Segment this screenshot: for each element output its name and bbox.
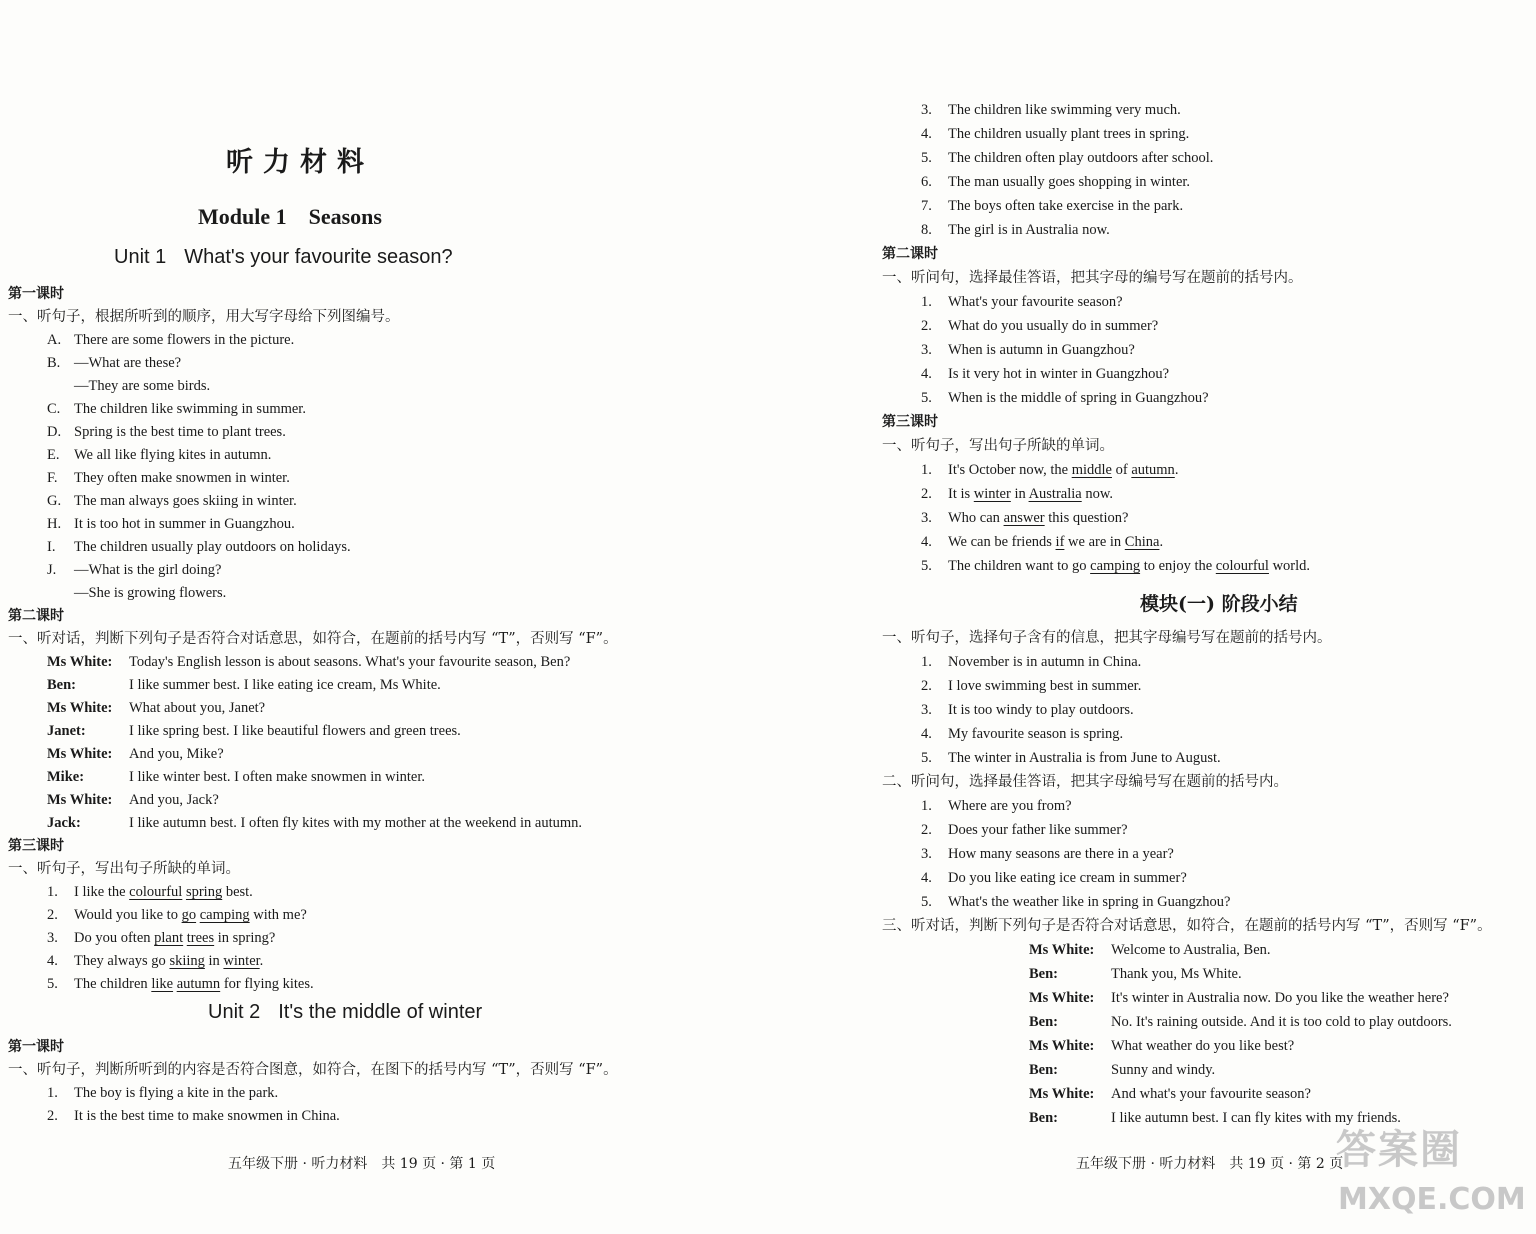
item-text-part: in (1010, 486, 1029, 502)
item-number: G. (47, 493, 62, 509)
item-text: Where are you from? (948, 798, 1072, 814)
item-number: F. (47, 470, 58, 486)
dialog-text: No. It's raining outside. And it is too cold to play outdoors. (1111, 1014, 1452, 1030)
dialog-line (882, 962, 1522, 986)
answer-word: skiing (169, 953, 205, 969)
list-item (8, 1082, 758, 1105)
item-text: What's the weather like in spring in Guangzhou? (948, 894, 1231, 910)
lesson-3-heading: 第三课时 (8, 838, 64, 854)
item-number: 2. (47, 1108, 58, 1124)
speaker-name: Ben: (1029, 1110, 1058, 1126)
document-title: 听力材料 (226, 147, 374, 178)
lesson-1-heading: 第一课时 (8, 286, 64, 302)
item-text: The children often play outdoors after school. (948, 150, 1214, 166)
list-item (882, 746, 1522, 770)
item-text: Spring is the best time to plant trees. (74, 424, 286, 440)
list-item (8, 536, 758, 559)
speaker-name: Ben: (1029, 1014, 1058, 1030)
item-text: How many seasons are there in a year? (948, 846, 1174, 862)
unit2-section (8, 1036, 758, 1128)
item-text-part: I like the (74, 884, 130, 900)
dialog-text: What about you, Janet? (129, 700, 266, 716)
answer-word: China (1124, 534, 1160, 550)
dialog-text: I like winter best. I often make snowmen in winter. (129, 769, 425, 785)
item-number: 6. (921, 174, 932, 190)
item-number: 1. (921, 462, 932, 478)
item-text: The children usually play outdoors on holidays. (74, 539, 351, 555)
list-item (882, 890, 1522, 914)
list-item (882, 818, 1522, 842)
watermark-url: MXQE.COM (1338, 1182, 1526, 1217)
item-text: Does your father like summer? (948, 822, 1128, 838)
list-item (8, 329, 758, 352)
speaker-name: Mike: (47, 769, 85, 785)
answer-word: plant (154, 930, 184, 946)
item-number: 4. (47, 953, 58, 969)
list-item (882, 146, 1522, 170)
dialog-text: And you, Jack? (129, 792, 219, 808)
list-item (882, 194, 1522, 218)
answer-word: winter (973, 486, 1011, 502)
answer-word: middle (1071, 462, 1112, 478)
right-lesson-2-heading: 第二课时 (882, 246, 938, 262)
item-text-part: Would you like to (74, 907, 182, 923)
item-text: November is in autumn in China. (948, 654, 1142, 670)
left-page-footer: 五年级下册 · 听力材料 共 19 页 · 第 1 页 (228, 1156, 496, 1172)
item-text: The girl is in Australia now. (948, 222, 1110, 238)
list-item (8, 421, 758, 444)
stage-summary-title: 模块(一) 阶段小结 (1140, 593, 1298, 615)
item-text: What's your favourite season? (948, 294, 1123, 310)
item-number: 3. (921, 342, 932, 358)
list-item (8, 582, 758, 605)
item-text-part: It's October now, the (948, 462, 1072, 478)
answer-word: answer (1003, 510, 1045, 526)
item-number: 1. (921, 654, 932, 670)
unit2-lesson-1-instruction: 一、听句子，判断所听到的内容是否符合图意，如符合，在图下的括号内写 “T”，否则写 “F”。 (8, 1062, 618, 1078)
item-number: 5. (921, 750, 932, 766)
item-text: I love swimming best in summer. (948, 678, 1142, 694)
item-number: 4. (921, 870, 932, 886)
dialog-line (8, 766, 758, 789)
module-title (198, 204, 382, 230)
dialog-line (8, 789, 758, 812)
answer-word: go (181, 907, 197, 923)
dialog-text: Sunny and windy. (1111, 1062, 1216, 1078)
speaker-name: Janet: (47, 723, 86, 739)
item-text: My favourite season is spring. (948, 726, 1124, 742)
right-lesson-2-items (882, 290, 1522, 410)
answer-word: autumn (176, 976, 221, 992)
item-number: 2. (921, 318, 932, 334)
unit2-lesson-1-heading: 第一课时 (8, 1039, 64, 1055)
item-number: 5. (921, 390, 932, 406)
item-text: The winter in Australia is from June to August. (948, 750, 1221, 766)
item-text: —She is growing flowers. (74, 585, 227, 601)
dialog-text: Welcome to Australia, Ben. (1111, 942, 1271, 958)
dialog-text: I like spring best. I like beautiful flowers and green trees. (129, 723, 461, 739)
list-item (8, 375, 758, 398)
list-item (882, 362, 1522, 386)
speaker-name: Ben: (1029, 966, 1058, 982)
item-number: 2. (921, 822, 932, 838)
item-number: 2. (47, 907, 58, 923)
unit2-lesson-1-items (8, 1082, 758, 1128)
list-item (882, 698, 1522, 722)
right-page (768, 0, 1536, 1234)
item-text-part: The children (74, 976, 152, 992)
dialog-line (8, 743, 758, 766)
lesson-3-instruction: 一、听句子，写出句子所缺的单词。 (8, 861, 240, 877)
item-text-part: Who can (948, 510, 1004, 526)
right-top-section (882, 98, 1522, 578)
item-text: The man usually goes shopping in winter. (948, 174, 1191, 190)
watermark (1336, 1118, 1526, 1226)
speaker-name: Jack: (47, 815, 81, 831)
answer-word: like (151, 976, 174, 992)
lesson-1-instruction: 一、听句子，根据所听到的顺序，用大写字母给下列图编号。 (8, 309, 400, 325)
speaker-name: Ms White: (47, 700, 113, 716)
item-text-part: in (204, 953, 224, 969)
item-text-part: It is (948, 486, 974, 502)
answer-word: Australia (1028, 486, 1082, 502)
item-number: 2. (921, 678, 932, 694)
dialog-text: Today's English lesson is about seasons. What's your favourite season, Ben? (129, 654, 571, 670)
item-number: 4. (921, 366, 932, 382)
item-text: Is it very hot in winter in Guangzhou? (948, 366, 1170, 382)
unit1-section (8, 283, 758, 996)
item-text: The boys often take exercise in the park. (948, 198, 1184, 214)
dialog-line (8, 674, 758, 697)
item-number: A. (47, 332, 62, 348)
answer-word: camping (1090, 558, 1141, 574)
item-text: Do you like eating ice cream in summer? (948, 870, 1187, 886)
item-number: 1. (47, 1085, 58, 1101)
item-text-part: for flying kites. (220, 976, 314, 992)
item-text-part: . (259, 953, 264, 969)
item-text: They often make snowmen in winter. (74, 470, 290, 486)
dialog-text: I like summer best. I like eating ice cream, Ms White. (129, 677, 441, 693)
item-text-part: of (1111, 462, 1132, 478)
item-text-part: . (1174, 462, 1179, 478)
fill-blank-item (882, 554, 1522, 578)
speaker-name: Ms White: (47, 654, 113, 670)
dialog-line (8, 651, 758, 674)
item-text-part: Do you often (74, 930, 155, 946)
speaker-name: Ms White: (1029, 1038, 1095, 1054)
unit2-title (208, 1001, 482, 1024)
right-lesson-3-items (882, 458, 1522, 578)
continued-items (882, 98, 1522, 242)
item-number: 3. (921, 510, 932, 526)
item-number: J. (47, 562, 57, 578)
lesson-2-dialog (8, 651, 758, 835)
item-number: 5. (921, 558, 932, 574)
item-number: B. (47, 355, 61, 371)
item-text-part: we are in (1064, 534, 1125, 550)
lesson-2-heading: 第二课时 (8, 608, 64, 624)
summary-3-instruction: 三、听对话，判断下列句子是否符合对话意思，如符合，在题前的括号内写 “T”，否则写 “F”。 (882, 918, 1492, 934)
item-text: —What are these? (74, 355, 182, 371)
lesson-2-instruction: 一、听对话，判断下列句子是否符合对话意思，如符合，在题前的括号内写 “T”，否则写 “F”。 (8, 631, 618, 647)
item-number: 8. (921, 222, 932, 238)
item-number: 1. (921, 798, 932, 814)
summary-1-instruction: 一、听句子，选择句子含有的信息，把其字母编号写在题前的括号内。 (882, 630, 1332, 646)
item-number: H. (47, 516, 62, 532)
fill-blank-item (882, 482, 1522, 506)
fill-blank-item (8, 904, 758, 927)
right-lesson-3-heading: 第三课时 (882, 414, 938, 430)
answer-word: winter (223, 953, 260, 969)
dialog-line (8, 720, 758, 743)
fill-blank-item (8, 973, 758, 996)
dialog-text: I like autumn best. I often fly kites with my mother at the weekend in autumn. (129, 815, 583, 831)
unit2-name: It's the middle of winter (278, 1001, 483, 1023)
unit1-name: What's your favourite season? (184, 246, 453, 268)
item-text: The man always goes skiing in winter. (74, 493, 297, 509)
item-text: The children usually plant trees in spring. (948, 126, 1190, 142)
answer-word: colourful (1215, 558, 1269, 574)
list-item (8, 1105, 758, 1128)
dialog-line (8, 697, 758, 720)
right-lesson-2-instruction: 一、听问句，选择最佳答语，把其字母的编号写在题前的括号内。 (882, 270, 1303, 286)
item-text: When is autumn in Guangzhou? (948, 342, 1135, 358)
list-item (882, 386, 1522, 410)
item-text: —They are some birds. (74, 378, 211, 394)
item-number: 2. (921, 486, 932, 502)
item-text: It is too hot in summer in Guangzhou. (74, 516, 295, 532)
item-number: 4. (921, 726, 932, 742)
speaker-name: Ben: (1029, 1062, 1058, 1078)
speaker-name: Ben: (47, 677, 76, 693)
item-number: D. (47, 424, 62, 440)
dialog-line (8, 812, 758, 835)
list-item (882, 866, 1522, 890)
list-item (8, 444, 758, 467)
unit1-title (114, 246, 453, 269)
item-text: —What is the girl doing? (74, 562, 222, 578)
item-text-part: this question? (1044, 510, 1129, 526)
item-number: C. (47, 401, 61, 417)
item-text-part: best. (222, 884, 253, 900)
dialog-text: I like autumn best. I can fly kites with my friends. (1111, 1110, 1401, 1126)
dialog-text: And what's your favourite season? (1111, 1086, 1311, 1102)
item-number: 5. (47, 976, 58, 992)
dialog-text: Thank you, Ms White. (1111, 966, 1242, 982)
item-number: E. (47, 447, 60, 463)
fill-blank-item (8, 950, 758, 973)
list-item (8, 513, 758, 536)
dialog-line (882, 1058, 1522, 1082)
item-text: It is too windy to play outdoors. (948, 702, 1134, 718)
item-text: It is the best time to make snowmen in China. (74, 1108, 340, 1124)
unit1-label: Unit 1 (114, 246, 167, 268)
dialog-text: And you, Mike? (129, 746, 224, 762)
item-text-part: in spring? (214, 930, 276, 946)
item-number: 1. (47, 884, 58, 900)
speaker-name: Ms White: (47, 792, 113, 808)
item-number: 3. (921, 102, 932, 118)
list-item (8, 352, 758, 375)
list-item (882, 842, 1522, 866)
item-number: 3. (921, 702, 932, 718)
item-text-part: now. (1081, 486, 1113, 502)
answer-word: if (1055, 534, 1065, 550)
fill-blank-item (882, 458, 1522, 482)
summary-1-items (882, 650, 1522, 770)
item-text: There are some flowers in the picture. (74, 332, 295, 348)
item-text-part: to enjoy the (1140, 558, 1216, 574)
dialog-line (882, 1034, 1522, 1058)
dialog-line (882, 1010, 1522, 1034)
speaker-name: Ms White: (47, 746, 113, 762)
item-text-part: . (1159, 534, 1164, 550)
list-item (8, 559, 758, 582)
item-number: 7. (921, 198, 932, 214)
summary-3-dialog (882, 938, 1522, 1130)
summary-2-instruction: 二、听问句，选择最佳答语，把其字母编号写在题前的括号内。 (882, 774, 1288, 790)
item-number: 1. (921, 294, 932, 310)
module-name: Seasons (308, 204, 382, 229)
module-label: Module 1 (198, 204, 287, 229)
list-item (882, 794, 1522, 818)
list-item (882, 314, 1522, 338)
dialog-line (882, 938, 1522, 962)
item-text: The children like swimming in summer. (74, 401, 306, 417)
answer-word: spring (185, 884, 223, 900)
item-text: We all like flying kites in autumn. (74, 447, 272, 463)
unit2-label: Unit 2 (208, 1001, 261, 1023)
answer-word: colourful (129, 884, 183, 900)
speaker-name: Ms White: (1029, 1086, 1095, 1102)
item-text-part: They always go (74, 953, 170, 969)
list-item (882, 218, 1522, 242)
right-lesson-3-instruction: 一、听句子，写出句子所缺的单词。 (882, 438, 1114, 454)
list-item (8, 467, 758, 490)
speaker-name: Ms White: (1029, 942, 1095, 958)
fill-blank-item (882, 530, 1522, 554)
list-item (882, 98, 1522, 122)
item-text-part: world. (1268, 558, 1311, 574)
lesson-3-items (8, 881, 758, 996)
item-number: 3. (921, 846, 932, 862)
item-number: 5. (921, 150, 932, 166)
list-item (8, 490, 758, 513)
answer-word: trees (186, 930, 215, 946)
item-text-part: with me? (249, 907, 307, 923)
answer-word: autumn (1131, 462, 1175, 478)
dialog-text: It's winter in Australia now. Do you like the weather here? (1111, 990, 1449, 1006)
list-item (882, 722, 1522, 746)
stage-summary-section (882, 626, 1522, 1130)
item-number: 5. (921, 894, 932, 910)
item-text: The boy is flying a kite in the park. (74, 1085, 279, 1101)
item-text: The children like swimming very much. (948, 102, 1181, 118)
item-text-part: The children want to go (948, 558, 1091, 574)
right-page-footer: 五年级下册 · 听力材料 共 19 页 · 第 2 页 (1076, 1156, 1344, 1172)
item-text-part: We can be friends (948, 534, 1056, 550)
answer-word: camping (199, 907, 250, 923)
watermark-logo: 答案圈 (1336, 1127, 1462, 1173)
fill-blank-item (882, 506, 1522, 530)
list-item (882, 338, 1522, 362)
fill-blank-item (8, 881, 758, 904)
summary-2-items (882, 794, 1522, 914)
list-item (882, 650, 1522, 674)
item-number: 3. (47, 930, 58, 946)
dialog-text: What weather do you like best? (1111, 1038, 1295, 1054)
item-number: I. (47, 539, 56, 555)
list-item (882, 170, 1522, 194)
list-item (8, 398, 758, 421)
list-item (882, 290, 1522, 314)
item-text: When is the middle of spring in Guangzhou? (948, 390, 1209, 406)
dialog-line (882, 1082, 1522, 1106)
lesson-1-items (8, 329, 758, 605)
item-number: 4. (921, 534, 932, 550)
item-text: What do you usually do in summer? (948, 318, 1159, 334)
list-item (882, 674, 1522, 698)
list-item (882, 122, 1522, 146)
speaker-name: Ms White: (1029, 990, 1095, 1006)
item-number: 4. (921, 126, 932, 142)
dialog-line (882, 986, 1522, 1010)
fill-blank-item (8, 927, 758, 950)
